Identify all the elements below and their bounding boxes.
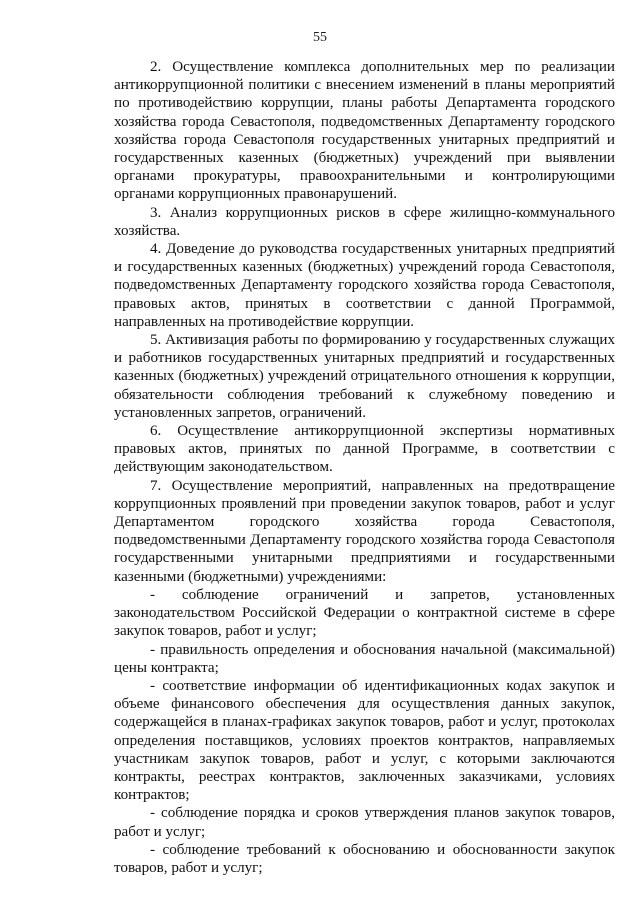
bullet-initial-price: - правильность определения и обоснования начальной (максимальной) цены контракта; xyxy=(114,641,615,676)
bullet-restrictions: - соблюдение ограничений и запретов, установленных законодательством Российской Федерации о контрактной системе в сфере закупок товаров, работ и услуг; xyxy=(114,586,615,640)
document-body xyxy=(114,58,615,877)
paragraph-item-4: 4. Доведение до руководства государственных унитарных предприятий и государственных казенных (бюджетных) учреждений города Севастополя, подведомственных Департаменту городского хозяйства города Севастополя, правовых актов, принятых в соответствии с данной Программой, направленных на противодействие коррупции. xyxy=(114,241,615,330)
paragraph-item-3: 3. Анализ коррупционных рисков в сфере жилищно-коммунального хозяйства. xyxy=(114,204,615,239)
bullet-plan-approval: - соблюдение порядка и сроков утверждения планов закупок товаров, работ и услуг; xyxy=(114,805,615,840)
bullet-justification: - соблюдение требований к обоснованию и обоснованности закупок товаров, работ и услуг; xyxy=(114,841,615,876)
paragraph-item-5: 5. Активизация работы по формированию у государственных служащих и работников государственных унитарных предприятий и государственных казенных (бюджетных) учреждений отрицательного отношения к коррупции, обязательности соблюдения требований к служебному поведению и установленных запретов, ограничений. xyxy=(114,332,615,421)
bullet-identification-codes: - соответствие информации об идентификационных кодах закупок и объеме финансового обеспечения для осуществления данных закупок, содержащейся в планах-графиках закупок товаров, работ и услуг, протоколах определения поставщиков, условиях проектов контрактов, направляемых участникам закупок товаров, работ и услуг, с которыми заключаются контракты, реестрах контрактов, заключенных заказчиками, условиях контрактов; xyxy=(114,677,615,804)
paragraph-item-2: 2. Осуществление комплекса дополнительных мер по реализации антикоррупционной политики с внесением изменений в планы мероприятий по противодействию коррупции, планы работы Департамента городского хозяйства города Севастополя, подведомственных Департаменту городского хозяйства города Севастополя государственных унитарных предприятий и государственных казенных (бюджетных) учреждений при выявлении органами прокуратуры, правоохранительными и контролирующими органами коррупционных правонарушений. xyxy=(114,59,615,203)
paragraph-item-6: 6. Осуществление антикоррупционной экспертизы нормативных правовых актов, принятых по данной Программе, в соответствии с действующим законодательством. xyxy=(114,423,615,476)
page-number: 55 xyxy=(313,30,327,45)
paragraph-item-7: 7. Осуществление мероприятий, направленных на предотвращение коррупционных проявлений при проведении закупок товаров, работ и услуг Департаментом городского хозяйства города Севастополя, подведомственными Департаменту городского хозяйства города Севастополя государственными унитарными предприятиями и государственными казенными (бюджетными) учреждениями: xyxy=(114,477,615,585)
